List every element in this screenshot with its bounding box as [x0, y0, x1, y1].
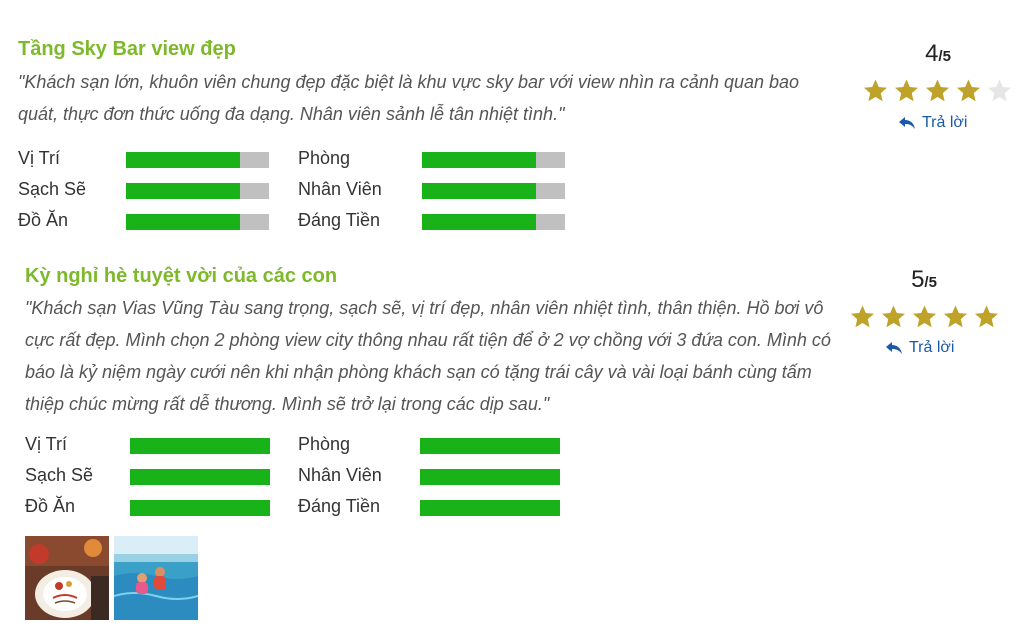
- review-title: Kỳ nghỉ hè tuyệt vời của các con: [25, 265, 338, 287]
- metric-bar-room: [422, 152, 565, 168]
- star-filled-icon: [924, 78, 951, 103]
- pool-kids-photo: [114, 536, 198, 620]
- metric-bar-cleanliness: [130, 469, 270, 485]
- metric-bar-fill: [126, 152, 240, 168]
- metric-label-location: Vị Trí: [18, 148, 61, 168]
- metric-label-food: Đồ Ăn: [18, 210, 69, 230]
- metric-bar-food: [126, 214, 269, 230]
- metric-bar-room: [420, 438, 560, 454]
- metric-bar-fill: [422, 214, 536, 230]
- reply-button[interactable]: [898, 114, 967, 132]
- review-photo-pool[interactable]: [114, 536, 198, 620]
- metric-bar-fill: [422, 183, 536, 199]
- reply-arrow-icon: [885, 341, 903, 355]
- metric-bar-food: [130, 500, 270, 516]
- star-empty-icon: [986, 78, 1013, 103]
- metric-label-room: Phòng: [298, 434, 351, 454]
- metric-bar-fill: [422, 152, 536, 168]
- metric-bar-fill: [130, 469, 270, 485]
- metric-bar-fill: [126, 183, 240, 199]
- reply-label: Trả lời: [922, 114, 968, 131]
- score-denominator: /5: [924, 274, 937, 291]
- star-filled-icon: [973, 304, 1000, 329]
- metric-label-room: Phòng: [298, 148, 351, 168]
- review-score: [904, 266, 944, 294]
- metric-bar-value: [420, 500, 560, 516]
- reply-label: Trả lời: [909, 339, 955, 356]
- metric-bar-cleanliness: [126, 183, 269, 199]
- metric-label-cleanliness: Sạch Sẽ: [18, 179, 87, 199]
- star-filled-icon: [955, 78, 982, 103]
- metric-label-value: Đáng Tiền: [298, 210, 381, 230]
- star-filled-icon: [880, 304, 907, 329]
- metric-bar-location: [126, 152, 269, 168]
- review-title: Tầng Sky Bar view đẹp: [18, 38, 236, 60]
- metric-bar-staff: [422, 183, 565, 199]
- metric-bar-fill: [420, 469, 560, 485]
- metric-bar-fill: [126, 214, 240, 230]
- metric-bar-fill: [130, 438, 270, 454]
- metric-bar-value: [422, 214, 565, 230]
- star-filled-icon: [942, 304, 969, 329]
- metric-bar-fill: [420, 500, 560, 516]
- star-filled-icon: [893, 78, 920, 103]
- review-score: [918, 40, 958, 68]
- review-text: "Khách sạn Vias Vũng Tàu sang trọng, sạch sẽ, vị trí đẹp, nhân viên nhiệt tình, thân thiện. Hồ bơi vô cực rất đẹp. Mình chọn 2 phòng view city thông nhau rất tiện để ở 2 vợ chồng với 3 đứa con. Mình có báo là kỷ niệm ngày cưới nên khi nhận phòng khách sạn có tặng trái cây và vài loại bánh cùng tấm thiệp chúc mừng rất dễ thương. Mình sẽ trở lại trong các dịp sau.": [25, 298, 831, 414]
- metric-label-location: Vị Trí: [25, 434, 68, 454]
- metric-label-staff: Nhân Viên: [298, 179, 382, 199]
- star-rating: [862, 78, 1013, 103]
- metric-label-staff: Nhân Viên: [298, 465, 382, 485]
- reply-button[interactable]: [885, 339, 954, 357]
- metric-bar-location: [130, 438, 270, 454]
- anniversary-cake-photo: [25, 536, 109, 620]
- review-photo-cake[interactable]: [25, 536, 109, 620]
- score-denominator: /5: [938, 48, 951, 65]
- reply-arrow-icon: [898, 116, 916, 130]
- metric-bar-fill: [420, 438, 560, 454]
- star-filled-icon: [911, 304, 938, 329]
- star-filled-icon: [849, 304, 876, 329]
- metric-label-cleanliness: Sạch Sẽ: [25, 465, 94, 485]
- score-value: 5: [911, 266, 925, 293]
- metric-bar-staff: [420, 469, 560, 485]
- star-rating: [849, 304, 1000, 329]
- metric-label-value: Đáng Tiền: [298, 496, 381, 516]
- score-value: 4: [925, 40, 939, 67]
- star-filled-icon: [862, 78, 889, 103]
- review-text: "Khách sạn lớn, khuôn viên chung đẹp đặc biệt là khu vực sky bar với view nhìn ra cảnh quan bao quát, thực đơn thức uống đa dạng. Nhân viên sảnh lễ tân nhiệt tình.": [18, 72, 800, 124]
- metric-label-food: Đồ Ăn: [25, 496, 76, 516]
- metric-bar-fill: [130, 500, 270, 516]
